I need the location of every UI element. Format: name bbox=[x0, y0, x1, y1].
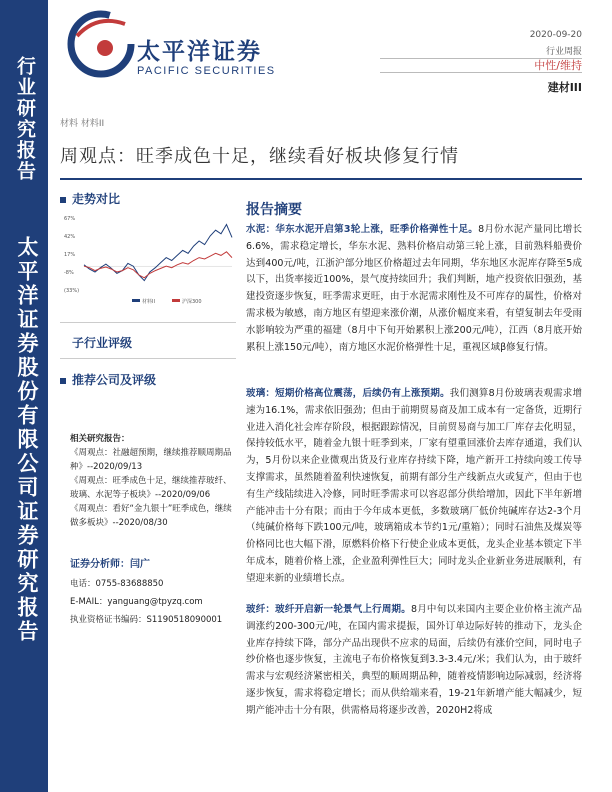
trend-chart bbox=[62, 210, 238, 306]
sidebar-top-label: 行业研究报告 bbox=[14, 56, 36, 182]
legend-label: 沪深300 bbox=[182, 299, 202, 305]
page-title: 周观点：旺季成色十足，继续看好板块修复行情 bbox=[60, 146, 459, 167]
fiber-text: 8月中旬以来国内主要企业价格主流产品调涨约200-300元/吨，在国内需求提振，国外订单边际好转的推动下，龙头企业库存持续下降，部分产品出现供不应求的局面，后续仍有涨价空间，同时电子纱价格也逐步恢复，主流电子布价格恢复到3.3-3.4元/米；我们认为，由于玻纤需求与宏观经济紧密相关，典型的顺周期品种，随着疫情影响边际减弱，经济将逐步恢复，需求将稳定增长；而从供给端来看，19-21年新增产能大幅减少，短期产能冲击十分有限，供需格局将逐步改善，2020H2将成 bbox=[246, 604, 582, 716]
bullet-icon bbox=[60, 197, 66, 203]
related-item[interactable]: 《周观点：社融超预期，继续推荐顺周期品种》--2020/09/13 bbox=[70, 448, 232, 472]
divider bbox=[60, 322, 236, 323]
report-type: 行业周报 bbox=[545, 47, 582, 57]
series-line-0 bbox=[84, 225, 232, 281]
sidebar-bottom-label: 太平洋证券股份有限公司证券研究报告 bbox=[15, 236, 39, 644]
divider bbox=[60, 358, 236, 359]
category-path: 材料 材料II bbox=[60, 119, 105, 129]
rating-badge: 中性/维持 bbox=[534, 59, 582, 72]
y-tick-label: -8% bbox=[64, 270, 74, 276]
glass-label: 玻璃：短期价格高位震荡，后续仍有上涨预期。 bbox=[246, 388, 450, 399]
analyst-license: 执业资格证书编码：S1190518090001 bbox=[70, 615, 223, 625]
legend-swatch bbox=[132, 299, 140, 302]
y-tick-label: 67% bbox=[64, 216, 76, 222]
cement-text: 8月份水泥产量同比增长6.6%，需求稳定增长，华东水泥、熟料价格启动第三轮上涨，目前熟料船费价达到400元/吨，江浙沪部分地区价格超过去年同期，华东地区水泥库存降至5成以下，出货率接近100%，景气度持续回升；我们判断，地产投资依旧强劲，基建投资逐步恢复，旺季需求更旺，由于水泥需求刚性及不可库存的属性，价格对需求极为敏感，南方地区有望迎来涨价潮，从涨价幅度来看，有望复制去年受雨水影响较为严重的福建（8月中下旬开始累积上涨200元/吨），江西（8月底开始累积上涨150元/吨），南方地区水泥价格弹性十足，重视区域β修复行情。 bbox=[246, 224, 582, 353]
glass-text: 我们测算8月份玻璃表观需求增速为16.1%，需求依旧强劲；但由于前期贸易商及加工成本有一定备货，近期行业进入消化社会库存阶段，根据跟踪情况，目前贸易商与加工厂库存去化明显，保持较低水平，随着金九银十旺季到来，厂家有望重回涨价去库存通道，我们认为，5月份以来企业微观出货及行业库存持续下降，地产新开工持续向竣工传导支撑需求，虽然随着盈利快速恢复，前期有部分生产线新点火或复产，但由于也有生产线陆续进入冷修，同时旺季需求可以容忍部分供给增加，因此下半年新增产能冲击十分有限；而由于今年成本更低，多数玻璃厂低价纯碱库存达2-3个月（纯碱价格每下跌100元/吨，玻璃箱成本节约1元/重箱）；同时石油焦及煤炭等价格同比也大幅下滑，原燃料价格下行使企业成本更低，龙头企业基本锁定下半年成本，随着价格上涨，企业盈利弹性巨大；同时龙头企业新业务进展顺利，有望迎来新的业绩增长点。 bbox=[246, 388, 582, 584]
brand-name-cn: 太平洋证券 bbox=[137, 39, 262, 65]
industry-label: 建材III bbox=[547, 81, 582, 94]
brand-name-en: PACIFIC SECURITIES bbox=[137, 65, 276, 77]
analyst-email[interactable]: E-MAIL：yanguang@tpyzq.com bbox=[70, 597, 203, 607]
fiber-label: 玻纤：玻纤开启新一轮景气上行周期。 bbox=[246, 604, 411, 615]
analyst-info bbox=[70, 575, 236, 629]
company-rating-heading: 推荐公司及评级 bbox=[60, 371, 156, 388]
report-date: 2020-09-20 bbox=[529, 30, 582, 40]
industry-rating-heading: 子行业评级 bbox=[72, 336, 133, 350]
related-list bbox=[70, 446, 236, 530]
bullet-icon bbox=[60, 378, 66, 384]
title-underline bbox=[60, 178, 582, 180]
related-heading: 相关研究报告： bbox=[70, 434, 130, 444]
related-item[interactable]: 《周观点：看好“金九银十”旺季成色，继续做多板块》--2020/08/30 bbox=[70, 504, 232, 528]
fiber-paragraph bbox=[246, 602, 582, 720]
y-tick-label: 17% bbox=[64, 252, 76, 258]
y-tick-label: 42% bbox=[64, 234, 76, 240]
sidebar bbox=[0, 0, 48, 792]
cement-label: 水泥：华东水泥开启第3轮上涨，旺季价格弹性十足。 bbox=[246, 224, 479, 235]
summary-title: 报告摘要 bbox=[246, 202, 302, 218]
y-tick-label: (33%) bbox=[64, 288, 80, 294]
pacific-securities-logo-icon bbox=[63, 6, 135, 78]
analyst-heading: 证券分析师：闫广 bbox=[70, 559, 150, 570]
glass-paragraph bbox=[246, 386, 582, 588]
divider bbox=[380, 72, 582, 73]
related-item[interactable]: 《周观点：旺季成色十足，继续推荐玻纤、玻璃、水泥等子板块》--2020/09/06 bbox=[70, 476, 232, 500]
cement-paragraph bbox=[246, 222, 582, 356]
legend-swatch bbox=[172, 299, 180, 302]
legend-label: 材料II bbox=[142, 299, 155, 305]
trend-heading: 走势对比 bbox=[60, 190, 120, 207]
analyst-phone: 电话：0755-83688850 bbox=[70, 579, 164, 589]
